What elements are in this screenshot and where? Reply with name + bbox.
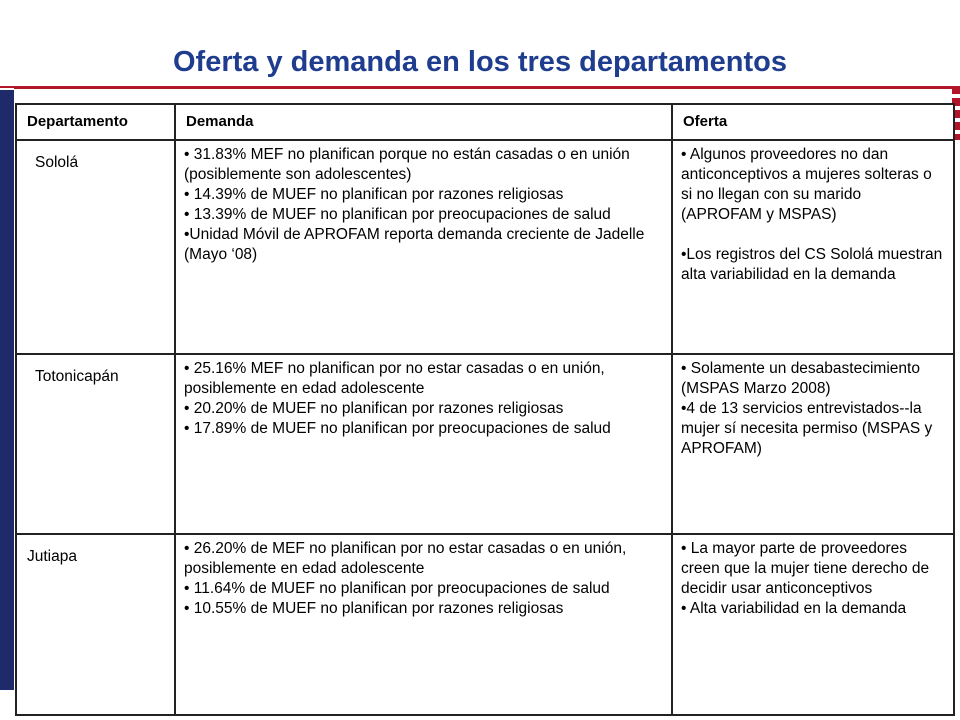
demand-item: • 10.55% de MUEF no planifican por razones religiosas — [184, 600, 564, 617]
department-cell: Totonicapán — [16, 354, 175, 534]
demand-item: • 14.39% de MUEF no planifican por razones religiosas — [184, 186, 564, 203]
table-row-totonicapan — [16, 354, 954, 534]
supply-item: • La mayor parte de proveedores creen que la mujer tiene derecho de decidir usar anticonceptivos — [681, 540, 930, 597]
supply-item: • Alta variabilidad en la demanda — [681, 600, 907, 617]
demand-item: • 25.16% MEF no planifican por no estar casadas o en unión, posiblemente en edad adolescente — [184, 360, 605, 397]
left-navy-band — [0, 86, 14, 690]
header-demand: Demanda — [175, 104, 672, 140]
supply-item: • Solamente un desabastecimiento (MSPAS Marzo 2008) — [681, 360, 920, 397]
table-row-solola — [16, 140, 954, 354]
department-cell: Jutiapa — [16, 534, 175, 715]
demand-item: • 26.20% de MEF no planifican por no estar casadas o en unión, posiblemente en edad adolescente — [184, 540, 627, 577]
demand-cell — [175, 354, 672, 534]
supply-cell — [672, 140, 954, 354]
demand-item: • 17.89% de MUEF no planifican por preocupaciones de salud — [184, 420, 611, 437]
supply-item: • Algunos proveedores no dan anticonceptivos a mujeres solteras o si no llegan con su marido (APROFAM y MSPAS) — [681, 146, 932, 223]
supply-cell — [672, 534, 954, 715]
header-supply: Oferta — [672, 104, 954, 140]
supply-cell — [672, 354, 954, 534]
demand-item: • 11.64% de MUEF no planifican por preocupaciones de salud — [184, 580, 610, 597]
supply-item: •Los registros del CS Sololá muestran alta variabilidad en la demanda — [681, 246, 943, 283]
top-red-rule — [0, 86, 960, 89]
demand-item: •Unidad Móvil de APROFAM reporta demanda creciente de Jadelle (Mayo ‘08) — [184, 226, 645, 263]
left-band-divider — [0, 88, 14, 90]
department-cell: Sololá — [16, 140, 175, 354]
offer-demand-table — [15, 103, 955, 716]
demand-item: • 31.83% MEF no planifican porque no están casadas o en unión (posiblemente son adolescentes) — [184, 146, 630, 183]
demand-item: • 20.20% de MUEF no planifican por razones religiosas — [184, 400, 564, 417]
header-department: Departamento — [16, 104, 175, 140]
table-header-row — [16, 104, 954, 140]
slide-title: Oferta y demanda en los tres departamentos — [172, 46, 788, 78]
paragraph-gap — [681, 225, 945, 245]
table-row-jutiapa — [16, 534, 954, 715]
supply-item: •4 de 13 servicios entrevistados--la mujer sí necesita permiso (MSPAS y APROFAM) — [681, 400, 933, 457]
demand-item: • 13.39% de MUEF no planifican por preocupaciones de salud — [184, 206, 611, 223]
demand-cell — [175, 140, 672, 354]
demand-cell — [175, 534, 672, 715]
